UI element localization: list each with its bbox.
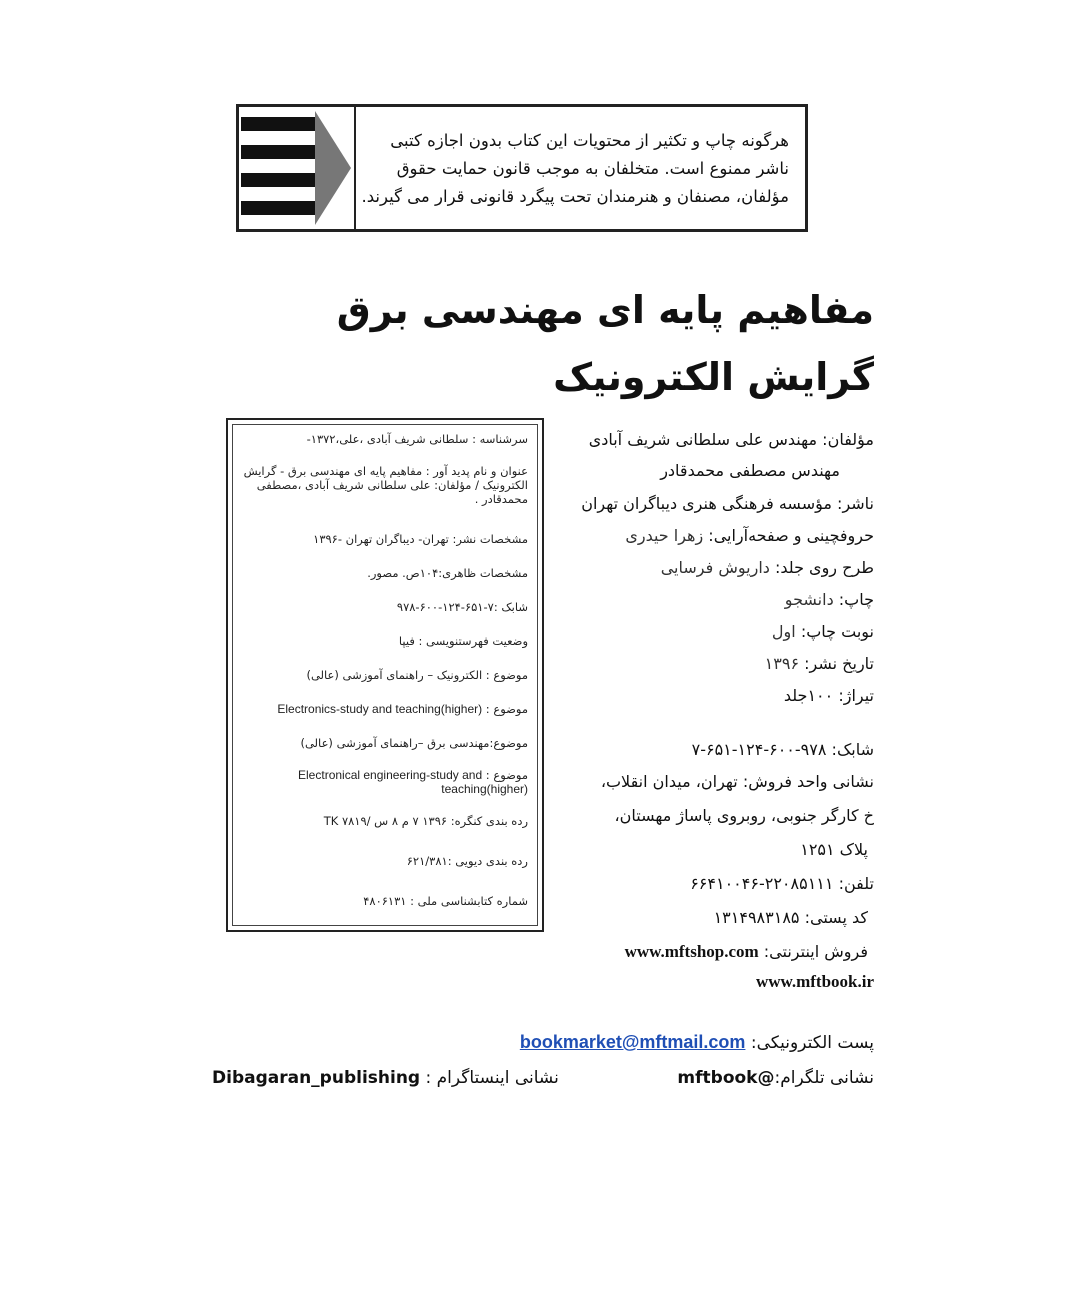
- catalog-status: وضعیت فهرستنویسی : فیپا: [398, 634, 528, 648]
- telegram-line: [677, 1068, 874, 1088]
- typesetting-value: زهرا حیدری: [625, 526, 704, 545]
- telegram-handle[interactable]: @mftbook: [677, 1068, 775, 1088]
- isbn-label: شابک:: [831, 740, 874, 759]
- cataloging-box: [226, 418, 544, 932]
- authors-line: [589, 430, 874, 449]
- instagram-handle[interactable]: Dibagaran_publishing: [212, 1068, 421, 1088]
- typesetting-line: [625, 526, 874, 545]
- isbn-line: [692, 740, 874, 759]
- catalog-subject-english: Electronical engineering-study and teaching(higher): [298, 768, 528, 796]
- catalog-isbn: شابک :۷-۶۵۱-۱۲۴-۶۰۰-۹۷۸: [396, 600, 528, 614]
- copyright-line: ناشر ممنوع است. متخلفان به موجب قانون حمایت حقوق: [396, 159, 789, 178]
- cover-label: طرح روی جلد:: [774, 558, 874, 577]
- book-subtitle: گرایش الکترونیک: [553, 355, 874, 399]
- arrow-stripes-graphic: [239, 107, 357, 229]
- postal-value: ۱۳۱۴۹۸۳۱۸۵: [713, 908, 800, 927]
- telegram-label: نشانی تلگرام:: [774, 1068, 874, 1088]
- cover-line: [661, 558, 874, 577]
- phone-line: [690, 874, 874, 893]
- postal-line: [714, 908, 868, 927]
- copyright-banner: [236, 104, 808, 232]
- book-title: مفاهیم پایه ای مهندسی برق: [336, 288, 874, 332]
- cover-value: داریوش فرسایی: [660, 558, 770, 577]
- catalog-publication: مشخصات نشر: تهران- دیباگران تهران -۱۳۹۶: [313, 532, 528, 546]
- instagram-line: [212, 1068, 559, 1088]
- sales-address: نشانی واحد فروش: تهران، میدان انقلاب،: [600, 772, 874, 791]
- online-sales-line: [625, 942, 868, 962]
- catalog-congress: رده بندی کنگره: ۱۳۹۶ ۷ م ۸ س /TK ۷۸۱۹: [323, 814, 528, 828]
- copies-line: [784, 686, 874, 705]
- date-label: تاریخ نشر:: [804, 654, 874, 673]
- typesetting-label: حروفچینی و صفحه‌آرایی:: [708, 526, 874, 545]
- copyright-line: هرگونه چاپ و تکثیر از محتویات این کتاب بدون اجازه کتبی: [390, 131, 789, 150]
- catalog-subject: موضوع:مهندسی برق –راهنمای آموزشی (عالی): [300, 736, 528, 750]
- authors-label: مؤلفان:: [822, 430, 874, 449]
- catalog-subject-english: Electronics-study and teaching(higher): [277, 702, 483, 716]
- print-line: [785, 590, 874, 609]
- print-value: دانشجو: [784, 590, 834, 609]
- email-link[interactable]: bookmarket@mftmail.com: [519, 1032, 746, 1052]
- phone-label: تلفن:: [838, 874, 874, 893]
- date-line: [765, 654, 874, 673]
- phone-value: ۲۲۰۸۵۱۱۱-۶۶۴۱۰۰۴۶: [690, 874, 834, 893]
- author-name: مهندس علی سلطانی شریف آبادی: [588, 430, 818, 449]
- publisher-label: ناشر:: [837, 494, 874, 513]
- copyright-line: مؤلفان، مصنفان و هنرمندان تحت پیگرد قانونی قرار می گیرند.: [361, 187, 789, 206]
- postal-label: کد پستی:: [804, 908, 868, 927]
- author-name: مهندس مصطفی محمدقادر: [660, 461, 840, 480]
- copyright-notice: [361, 127, 789, 211]
- edition-label: نوبت چاپ:: [800, 622, 874, 641]
- website-link[interactable]: www.mftbook.ir: [755, 972, 874, 991]
- publisher-line: [581, 494, 874, 513]
- catalog-subject-label: موضوع :: [485, 702, 528, 716]
- catalog-subject: [242, 702, 528, 716]
- catalog-subject-label: موضوع :: [485, 768, 528, 782]
- catalog-heading: سرشناسه : سلطانی شریف آبادی ،علی،۱۳۷۲-: [306, 432, 528, 446]
- publisher-name: مؤسسه فرهنگی هنری دیباگران تهران: [581, 494, 832, 513]
- email-line: [520, 1032, 874, 1053]
- date-value: ۱۳۹۶: [764, 654, 800, 673]
- isbn-value: ۹۷۸-۶۰۰-۱۲۴-۶۵۱-۷: [691, 740, 827, 759]
- catalog-subject: [242, 768, 528, 796]
- edition-line: [772, 622, 874, 641]
- sales-address: پلاک ۱۲۵۱: [800, 840, 868, 859]
- copies-value: ۱۰۰جلد: [783, 686, 834, 705]
- catalog-physical: مشخصات ظاهری:۱۰۴ص. مصور.: [367, 566, 528, 580]
- catalog-title-line: عنوان و نام پدید آور : مفاهیم پایه ای مهندسی برق - گرایش الکترونیک / مؤلفان: علی سلطانی شریف آبادی ،مصطفی محمدقادر .: [243, 464, 528, 506]
- print-label: چاپ:: [838, 590, 874, 609]
- catalog-subject: موضوع : الکترونیک – راهنمای آموزشی (عالی): [306, 668, 528, 682]
- instagram-label: نشانی اینستاگرام :: [425, 1068, 559, 1088]
- website-link[interactable]: www.mftshop.com: [624, 942, 759, 961]
- online-sales-label: فروش اینترنتی:: [763, 942, 868, 961]
- copies-label: تیراژ:: [838, 686, 874, 705]
- sales-address: خ کارگر جنوبی، روبروی پاساژ مهستان،: [614, 806, 874, 825]
- email-label: پست الکترونیکی:: [750, 1033, 874, 1053]
- catalog-national-number: شماره کتابشناسی ملی : ۴۸۰۶۱۳۱: [363, 894, 528, 908]
- edition-value: اول: [771, 622, 796, 641]
- catalog-dewey: رده بندی دیویی :۶۲۱/۳۸۱: [406, 854, 528, 868]
